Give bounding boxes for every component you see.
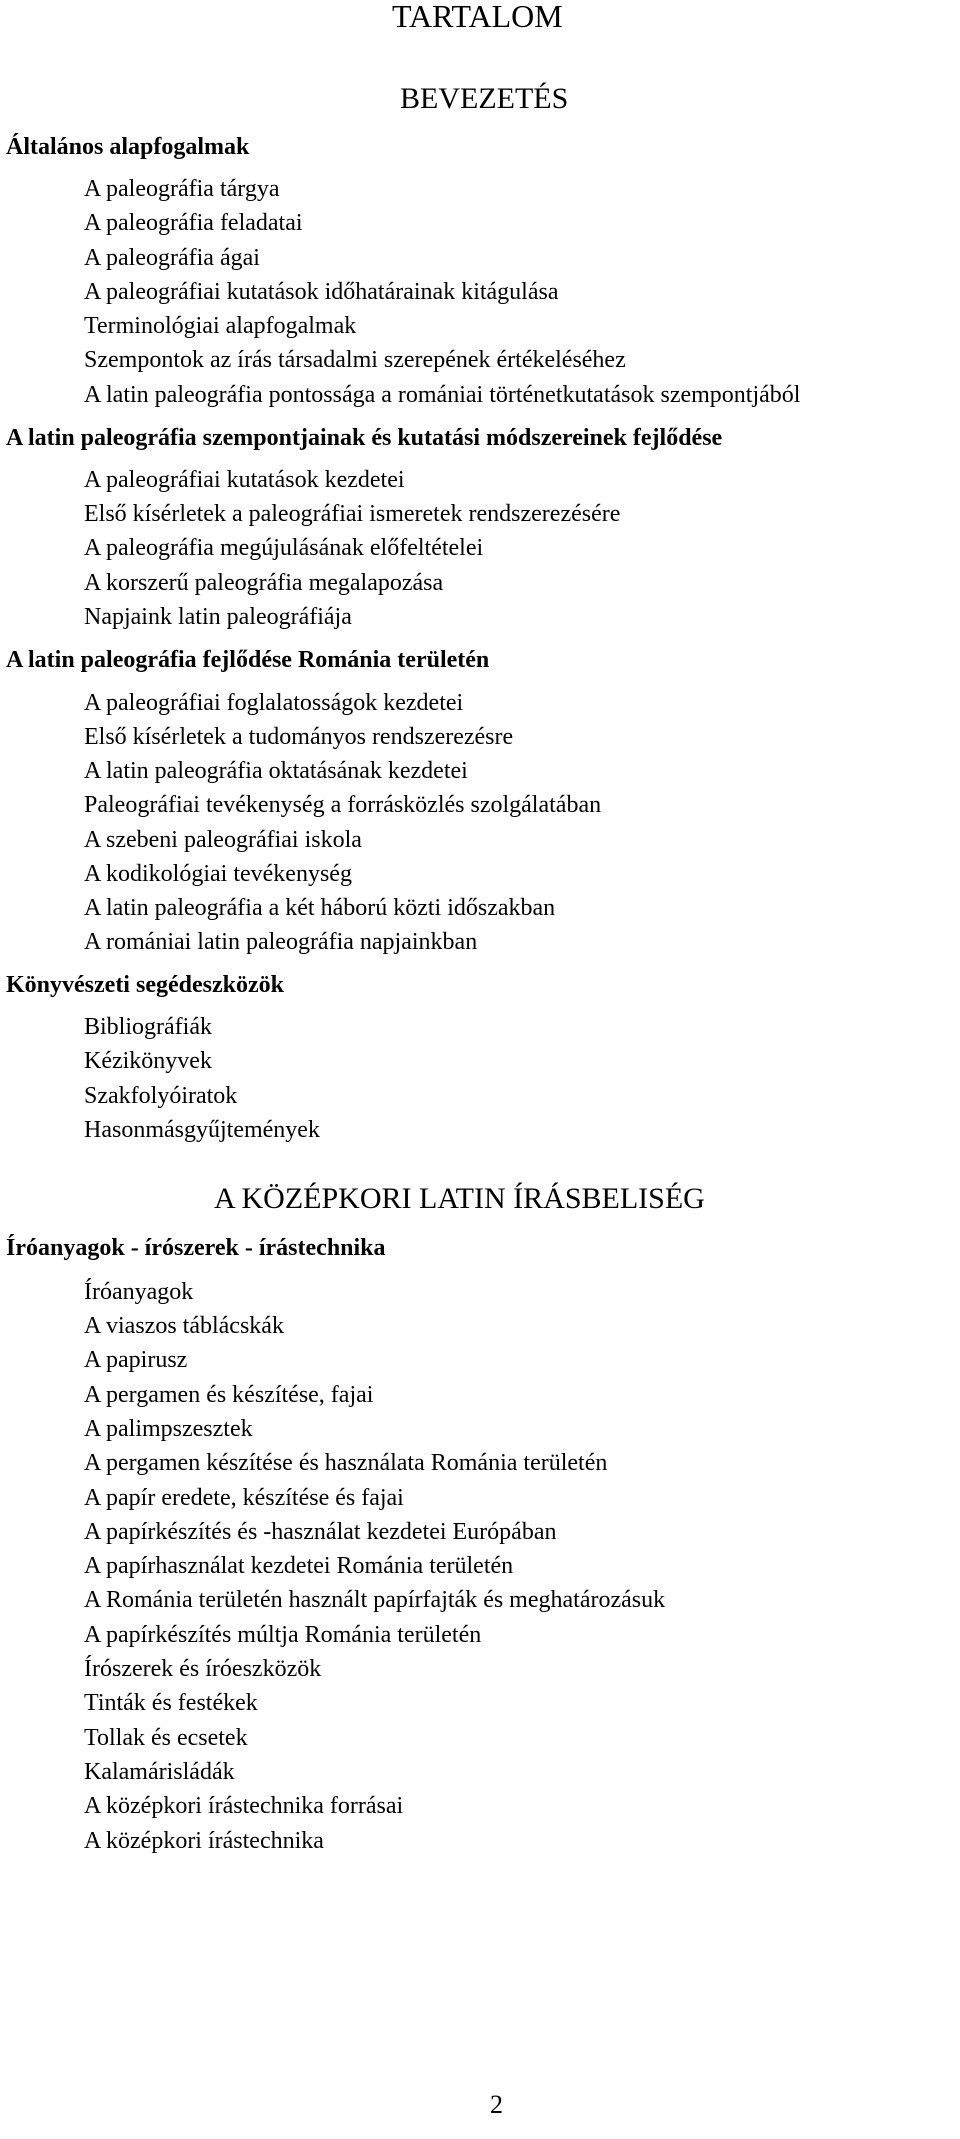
toc-item: Napjaink latin paleográfiája bbox=[84, 604, 352, 630]
part-title-medieval-latin-literacy: A KÖZÉPKORI LATIN ÍRÁSBELISÉG bbox=[214, 1182, 705, 1215]
toc-item: Hasonmásgyűjtemények bbox=[84, 1117, 320, 1143]
part-title-introduction: BEVEZETÉS bbox=[400, 82, 569, 115]
toc-item: A korszerű paleográfia megalapozása bbox=[84, 570, 444, 596]
toc-item: Tinták és festékek bbox=[84, 1690, 258, 1716]
toc-item: A romániai latin paleográfia napjainkban bbox=[84, 929, 478, 955]
toc-item: Paleográfiai tevékenység a forrásközlés szolgálatában bbox=[84, 792, 602, 818]
toc-item: Első kísérletek a paleográfiai ismeretek rendszerezésére bbox=[84, 501, 621, 527]
toc-item: A papírkészítés múltja Románia területén bbox=[84, 1622, 482, 1648]
toc-item: A paleográfiai kutatások kezdetei bbox=[84, 467, 405, 493]
page-number: 2 bbox=[490, 2090, 503, 2119]
toc-item: A latin paleográfia oktatásának kezdetei bbox=[84, 758, 468, 784]
toc-item: Szempontok az írás társadalmi szerepének értékeléséhez bbox=[84, 347, 626, 373]
toc-item: A középkori írástechnika forrásai bbox=[84, 1793, 404, 1819]
toc-item: A szebeni paleográfiai iskola bbox=[84, 827, 362, 853]
toc-item: A paleográfia feladatai bbox=[84, 210, 303, 236]
toc-item: A paleográfia tárgya bbox=[84, 176, 280, 202]
toc-item: Íróanyagok bbox=[84, 1279, 194, 1305]
toc-item: A paleográfia megújulásának előfeltételei bbox=[84, 535, 484, 561]
toc-item: A paleográfiai kutatások időhatárainak kitágulása bbox=[84, 279, 559, 305]
toc-item: A latin paleográfia a két háború közti időszakban bbox=[84, 895, 556, 921]
toc-item: A középkori írástechnika bbox=[84, 1828, 324, 1854]
toc-item: A palimpszesztek bbox=[84, 1416, 253, 1442]
chapter-heading: Általános alapfogalmak bbox=[6, 134, 250, 160]
toc-item: Bibliográfiák bbox=[84, 1014, 212, 1040]
toc-item: A papírkészítés és -használat kezdetei Európában bbox=[84, 1519, 557, 1545]
toc-item: A paleográfia ágai bbox=[84, 245, 260, 271]
toc-item: A viaszos táblácskák bbox=[84, 1313, 284, 1339]
toc-item: A papirusz bbox=[84, 1347, 188, 1373]
chapter-heading: A latin paleográfia szempontjainak és kutatási módszereinek fejlődése bbox=[6, 425, 723, 451]
toc-item: A pergamen és készítése, fajai bbox=[84, 1382, 374, 1408]
chapter-heading: Íróanyagok - írószerek - írástechnika bbox=[6, 1235, 386, 1261]
chapter-heading: A latin paleográfia fejlődése Románia területén bbox=[6, 647, 490, 673]
toc-item: A papírhasználat kezdetei Románia területén bbox=[84, 1553, 514, 1579]
toc-item: Kalamárisládák bbox=[84, 1759, 235, 1785]
toc-item: A Románia területén használt papírfajták és meghatározásuk bbox=[84, 1587, 666, 1613]
page-title: TARTALOM bbox=[392, 0, 563, 34]
toc-item: A paleográfiai foglalatosságok kezdetei bbox=[84, 690, 464, 716]
toc-item: A kodikológiai tevékenység bbox=[84, 861, 352, 887]
toc-item: A pergamen készítése és használata Románia területén bbox=[84, 1450, 608, 1476]
toc-item: Terminológiai alapfogalmak bbox=[84, 313, 357, 339]
toc-item: Szakfolyóiratok bbox=[84, 1083, 238, 1109]
toc-item: Írószerek és íróeszközök bbox=[84, 1656, 322, 1682]
chapter-heading: Könyvészeti segédeszközök bbox=[6, 972, 284, 998]
toc-item: Kézikönyvek bbox=[84, 1048, 212, 1074]
toc-item: A latin paleográfia pontossága a romániai történetkutatások szempontjából bbox=[84, 382, 801, 408]
toc-item: A papír eredete, készítése és fajai bbox=[84, 1485, 404, 1511]
toc-item: Első kísérletek a tudományos rendszerezésre bbox=[84, 724, 514, 750]
toc-item: Tollak és ecsetek bbox=[84, 1725, 248, 1751]
